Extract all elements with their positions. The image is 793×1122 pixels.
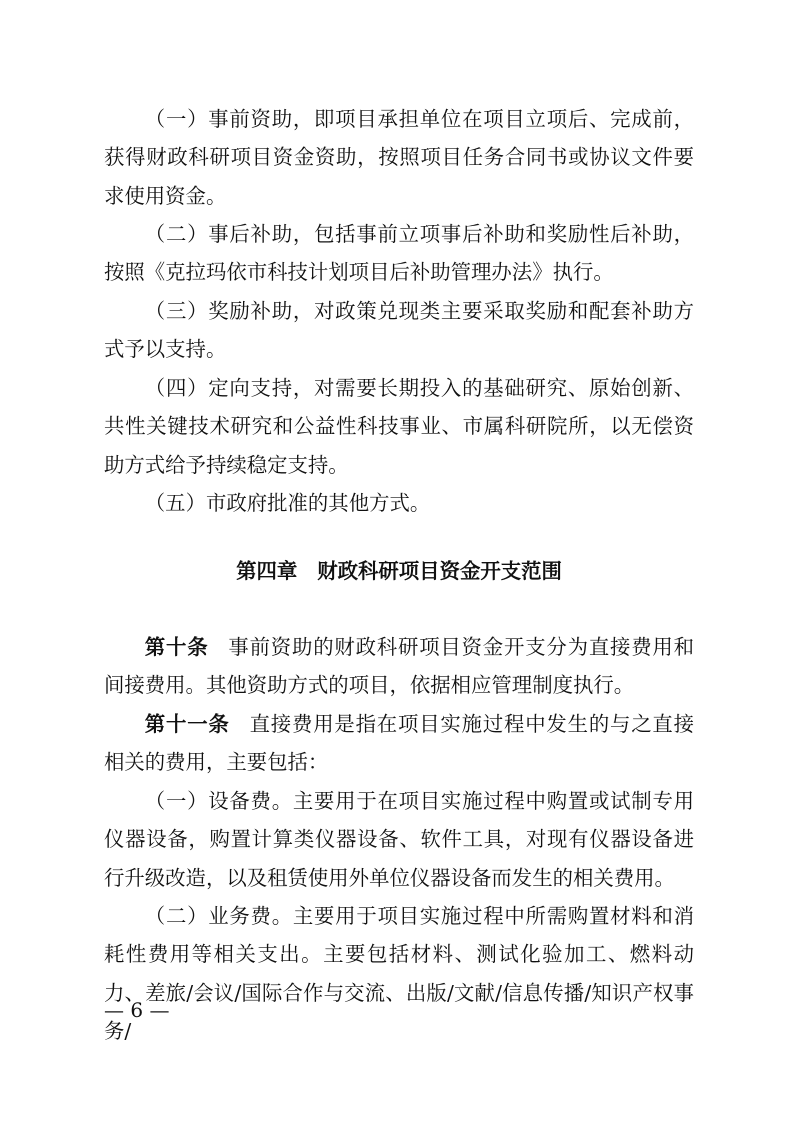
paragraph-other-methods: （五）市政府批准的其他方式。 <box>144 491 431 515</box>
chapter-heading <box>104 552 694 590</box>
paragraph-post-subsidy: （二）事后补助，包括事前立项事后补助和奖励性后补助，按照《克拉玛依市科技计划项目后补助管理办法》执行。 <box>104 222 694 285</box>
page-number: — 6 — <box>104 998 170 1022</box>
paragraph-reward-subsidy: （三）奖励补助，对政策兑现类主要采取奖励和配套补助方式予以支持。 <box>104 299 694 362</box>
article-10-text: 事前资助的财政科研项目资金开支分为直接费用和间接费用。其他资助方式的项目，依据相应管理制度执行。 <box>104 635 695 698</box>
item-business-fee: （二）业务费。主要用于项目实施过程中所需购置材料和消耗性费用等相关支出。主要包括材料、测试化验加工、燃料动力、差旅/会议/国际合作与交流、出版/文献/信息传播/知识产权事务/ <box>104 904 694 1044</box>
article-10-label: 第十条 <box>144 635 209 659</box>
paragraph-advance-funding: （一）事前资助，即项目承担单位在项目立项后、完成前，获得财政科研项目资金资助，按照项目任务合同书或协议文件要求使用资金。 <box>104 107 694 208</box>
article-11 <box>104 705 694 782</box>
chapter-number: 第四章 <box>236 559 298 583</box>
item-equipment-fee: （一）设备费。主要用于在项目实施过程中购置或试制专用仪器设备，购置计算类仪器设备、软件工具，对现有仪器设备进行升级改造，以及租赁使用外单位仪器设备而发生的相关费用。 <box>104 789 694 890</box>
article-11-label: 第十一条 <box>144 712 230 736</box>
article-10 <box>104 628 694 705</box>
article-11-text: 直接费用是指在项目实施过程中发生的与之直接相关的费用，主要包括： <box>104 712 695 775</box>
paragraph-directed-support: （四）定向支持，对需要长期投入的基础研究、原始创新、共性关键技术研究和公益性科技事业、市属科研院所，以无偿资助方式给予持续稳定支持。 <box>104 376 694 477</box>
chapter-title: 财政科研项目资金开支范围 <box>317 559 562 583</box>
